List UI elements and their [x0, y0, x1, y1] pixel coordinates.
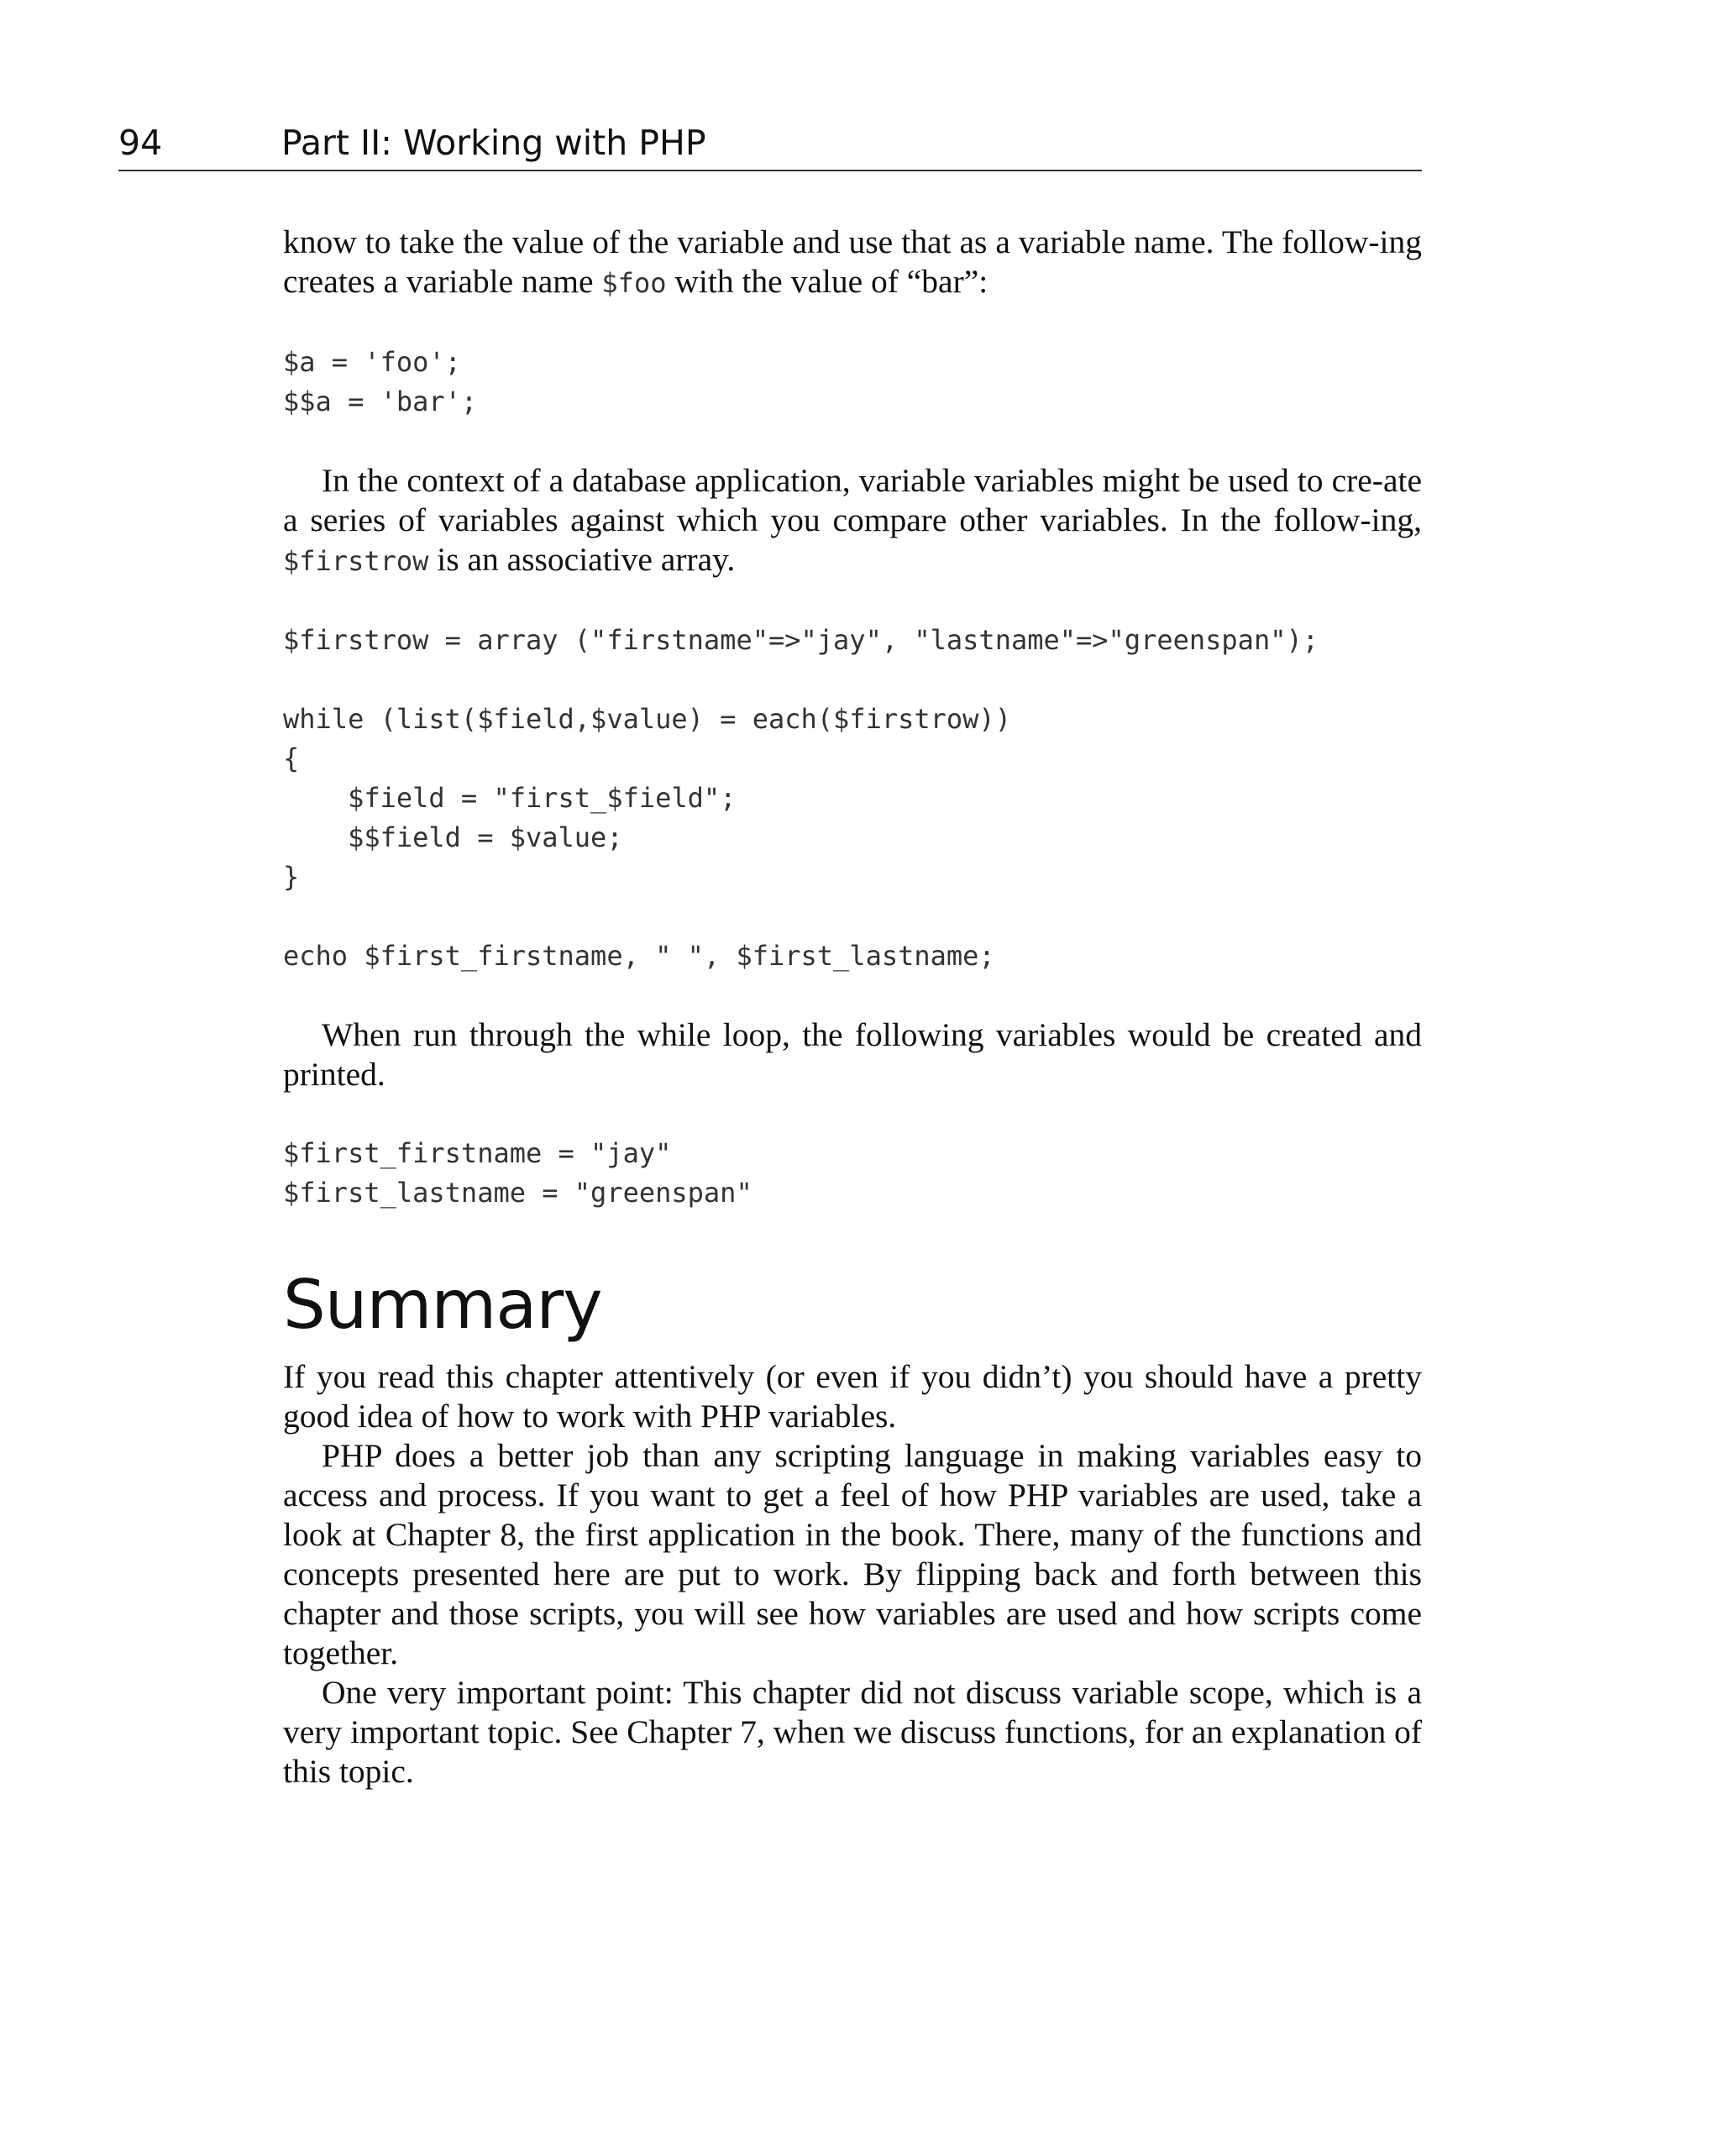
paragraph-text: is an associative array.: [428, 541, 736, 578]
page-number: 94: [118, 123, 163, 163]
running-title: Part II: Working with PHP: [281, 123, 706, 163]
paragraph-variable-name-intro: [283, 223, 1422, 303]
page-content: [283, 223, 1422, 1791]
paragraph-summary-1: If you read this chapter attentively (or even if you didn’t) you should have a pretty good idea of how to work with PHP variables.: [283, 1358, 1422, 1435]
paragraph-text: In the context of a database application, variable variables might be used to cre-ate a series of variables against which you compare other variables. In the follow-ing,: [283, 462, 1422, 538]
paragraph-text: with the value of “bar”:: [666, 263, 988, 300]
paragraph-summary-2: PHP does a better job than any scripting language in making variables easy to access and process. If you want to get a feel of how PHP variables are used, take a look at Chapter 8, the first application in the book. There, many of the functions and concepts presented here are put to work. By flipping back and forth between this chapter and those scripts, you will see how variables are used and how scripts come together.: [283, 1437, 1422, 1671]
paragraph-text: know to take the value of the variable and use that as a variable name. The follow-ing creates a variable name: [283, 223, 1422, 300]
page-header: [118, 116, 1422, 171]
paragraph-while-loop-result: When run through the while loop, the following variables would be created and printed.: [283, 1016, 1422, 1093]
inline-code-foo: $foo: [601, 267, 667, 299]
paragraph-database-context: [283, 461, 1422, 581]
code-block-while-loop: $firstrow = array ("firstname"=>"jay", "lastname"=>"greenspan"); while (list($field,$value) = each($firstrow)) { $field = "first_$field"; $$field = $value; } echo $first_firstname, " ", $first_lastname;: [283, 624, 1319, 972]
paragraph-summary-3: One very important point: This chapter did not discuss variable scope, which is a very important topic. See Chapter 7, when we discuss functions, for an explanation of this topic.: [283, 1674, 1422, 1790]
code-block-variable-variables: $a = 'foo'; $$a = 'bar';: [283, 346, 478, 417]
code-block-created-variables: $first_firstname = "jay" $first_lastname = "greenspan": [283, 1137, 752, 1209]
section-heading-summary: Summary: [283, 1266, 602, 1344]
inline-code-firstrow: $firstrow: [283, 545, 429, 577]
